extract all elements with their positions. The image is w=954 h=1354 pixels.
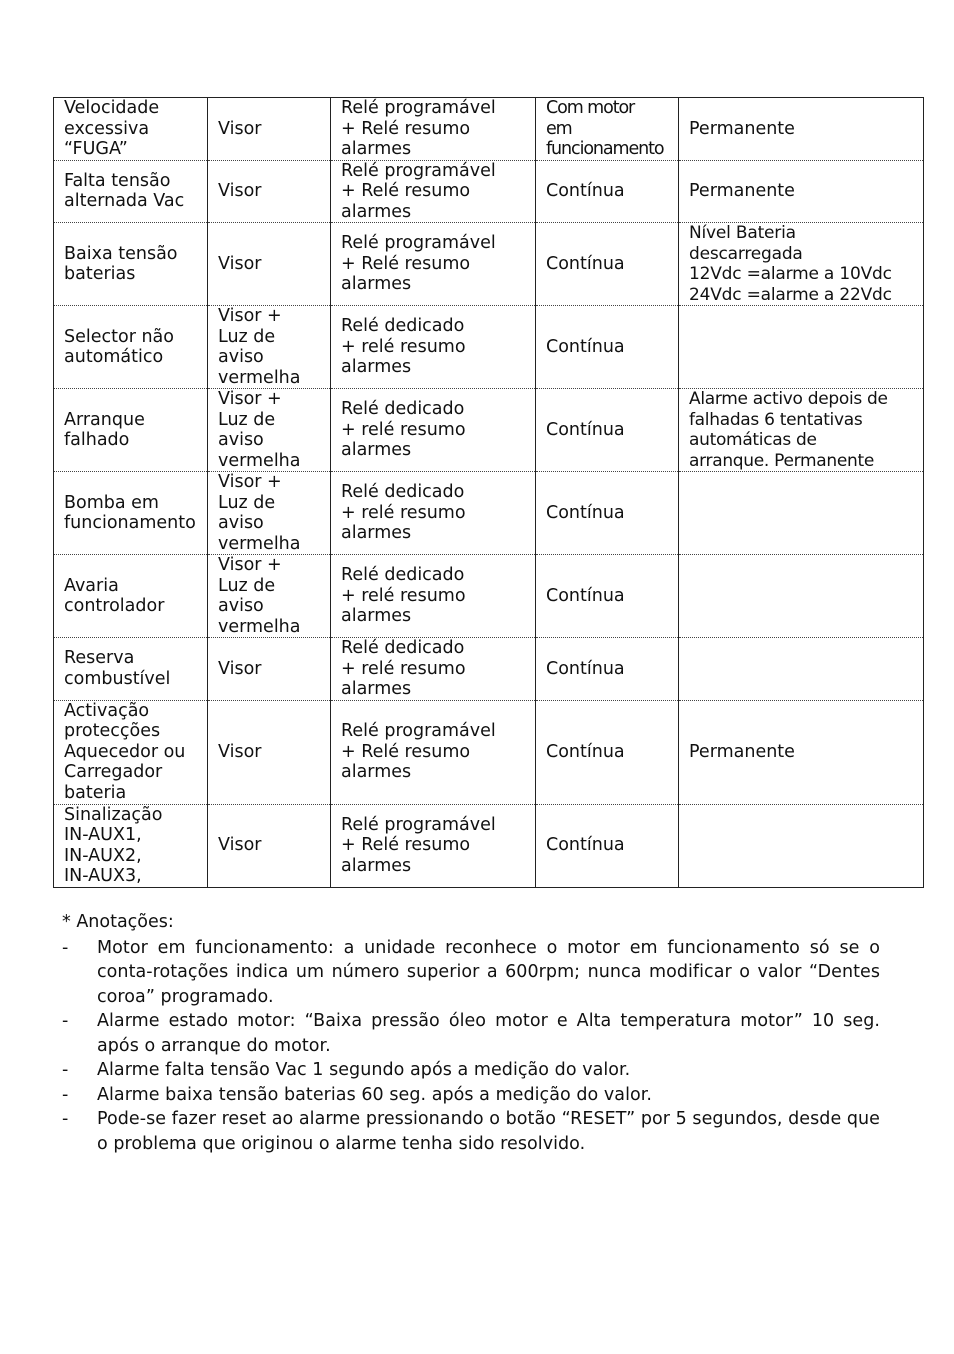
annotations-list (62, 936, 880, 1157)
relay-cell: Relé dedicado + relé resumo alarmes (331, 555, 536, 638)
relay-cell: Relé dedicado + relé resumo alarmes (331, 638, 536, 701)
mode-cell (679, 306, 924, 389)
alarm-name-cell: Activação protecções Aquecedor ou Carregador bateria (54, 700, 208, 804)
table-row (54, 306, 924, 389)
signal-cell: Visor (208, 223, 331, 306)
signal-cell: Visor + Luz de aviso vermelha (208, 306, 331, 389)
annotation-item (62, 1058, 880, 1083)
alarm-table (53, 97, 924, 888)
alarm-name-cell: Arranque falhado (54, 389, 208, 472)
table-row (54, 160, 924, 223)
annotations-section (62, 910, 880, 1156)
annotation-text: Alarme baixa tensão baterias 60 seg. após a medição do valor. (97, 1084, 652, 1105)
relay-cell: Relé dedicado + relé resumo alarmes (331, 389, 536, 472)
alarm-name-cell: Baixa tensão baterias (54, 223, 208, 306)
alarm-name-cell: Selector não automático (54, 306, 208, 389)
signal-cell: Visor (208, 160, 331, 223)
alarm-name-cell: Sinalização IN-AUX1, IN-AUX2, IN-AUX3, (54, 804, 208, 887)
mode-cell: Permanente (679, 700, 924, 804)
annotation-text: Alarme estado motor: “Baixa pressão óleo motor e Alta temperatura motor” 10 seg. após o arranque do motor. (97, 1011, 880, 1056)
bullet-dash: - (62, 937, 69, 958)
relay-cell: Relé programável + Relé resumo alarmes (331, 804, 536, 887)
signal-cell: Visor (208, 700, 331, 804)
table-row (54, 700, 924, 804)
signal-cell: Visor (208, 804, 331, 887)
alarm-name-cell: Velocidade excessiva “FUGA” (54, 98, 208, 161)
mode-cell: Permanente (679, 98, 924, 161)
signal-cell: Visor (208, 98, 331, 161)
mode-cell: Permanente (679, 160, 924, 223)
signal-cell: Visor + Luz de aviso vermelha (208, 389, 331, 472)
bullet-dash: - (62, 1109, 69, 1129)
mode-cell (679, 555, 924, 638)
table-row (54, 223, 924, 306)
alarm-name-cell: Falta tensão alternada Vac (54, 160, 208, 223)
annotation-text: Alarme falta tensão Vac 1 segundo após a medição do valor. (97, 1060, 631, 1080)
table-row (54, 472, 924, 555)
relay-cell: Relé programável + Relé resumo alarmes (331, 98, 536, 161)
bullet-dash: - (62, 1084, 69, 1105)
condition-cell: Contínua (536, 223, 679, 306)
annotation-item (62, 1083, 880, 1108)
alarm-name-cell: Bomba em funcionamento (54, 472, 208, 555)
table-row (54, 98, 924, 161)
bullet-dash: - (62, 1060, 69, 1080)
condition-cell: Contínua (536, 638, 679, 701)
mode-cell: Nível Bateria descarregada 12Vdc =alarme a 10Vdc 24Vdc =alarme a 22Vdc (679, 223, 924, 306)
table-row (54, 555, 924, 638)
condition-cell: Contínua (536, 700, 679, 804)
alarm-name-cell: Avaria controlador (54, 555, 208, 638)
condition-cell: Contínua (536, 389, 679, 472)
signal-cell: Visor + Luz de aviso vermelha (208, 472, 331, 555)
signal-cell: Visor (208, 638, 331, 701)
relay-cell: Relé dedicado + relé resumo alarmes (331, 306, 536, 389)
condition-cell: Com motor em funcionamento (536, 98, 679, 161)
condition-cell: Contínua (536, 804, 679, 887)
annotation-text: Motor em funcionamento: a unidade reconhece o motor em funcionamento só se o conta-rotações indica um número superior a 600rpm; nunca modificar o valor “Dentes coroa” programado. (97, 937, 880, 1007)
table-row (54, 804, 924, 887)
annotation-item (62, 1009, 880, 1058)
annotation-text: Pode-se fazer reset ao alarme pressionando o botão “RESET” por 5 segundos, desde que o problema que originou o alarme tenha sido resolvido. (97, 1109, 880, 1154)
mode-cell: Alarme activo depois de falhadas 6 tentativas automáticas de arranque. Permanente (679, 389, 924, 472)
table-row (54, 389, 924, 472)
signal-cell: Visor + Luz de aviso vermelha (208, 555, 331, 638)
annotations-title: * Anotações: (62, 912, 174, 932)
condition-cell: Contínua (536, 472, 679, 555)
mode-cell (679, 804, 924, 887)
condition-cell: Contínua (536, 160, 679, 223)
relay-cell: Relé programável + Relé resumo alarmes (331, 700, 536, 804)
annotation-item (62, 936, 880, 1010)
relay-cell: Relé programável + Relé resumo alarmes (331, 160, 536, 223)
condition-cell: Contínua (536, 555, 679, 638)
annotation-item (62, 1107, 880, 1156)
mode-cell (679, 472, 924, 555)
relay-cell: Relé dedicado + relé resumo alarmes (331, 472, 536, 555)
table-row (54, 638, 924, 701)
alarm-name-cell: Reserva combustível (54, 638, 208, 701)
bullet-dash: - (62, 1011, 69, 1031)
condition-cell: Contínua (536, 306, 679, 389)
relay-cell: Relé programável + Relé resumo alarmes (331, 223, 536, 306)
alarm-table-body (54, 98, 924, 888)
mode-cell (679, 638, 924, 701)
